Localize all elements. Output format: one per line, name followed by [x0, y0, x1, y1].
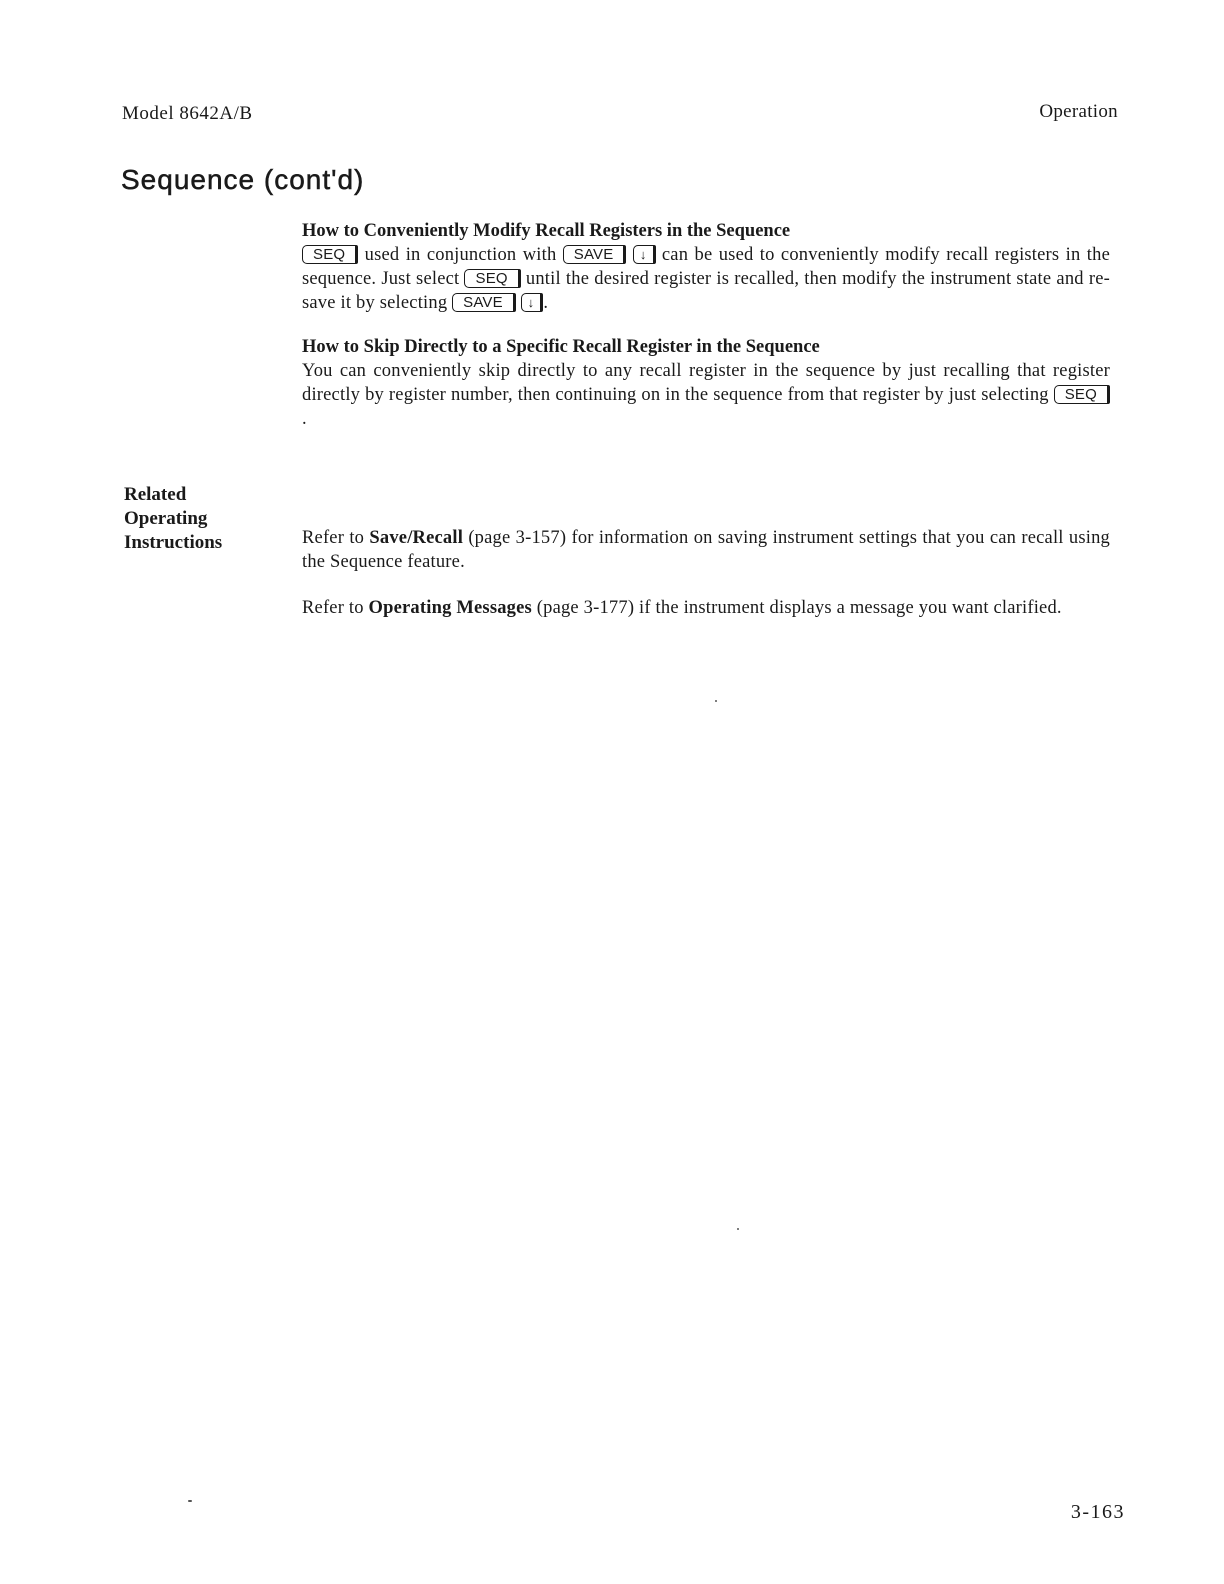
related-paragraph-operating-messages: Refer to Operating Messages (page 3-177) if the instrument displays a message you want clarified. [302, 598, 1062, 618]
modify-heading: How to Conveniently Modify Recall Registers in the Sequence [302, 221, 791, 241]
section-modify-registers [302, 219, 1110, 315]
scan-speck [737, 1228, 739, 1230]
section-skip-register [302, 335, 1110, 431]
save-key: SAVE [563, 245, 627, 264]
scan-speck [715, 700, 717, 702]
seq-key: SEQ [464, 269, 520, 288]
modify-paragraph: SEQ used in conjunction with SAVE ↓ can be used to conveniently modify recall registers in the sequence. Just select SEQ until the desired register is recalled, then modify the instrument state and re-save it by selecting SAVE ↓ . [302, 245, 1111, 313]
down-arrow-key: ↓ [521, 293, 544, 312]
seq-key: SEQ [302, 245, 358, 264]
page-title: Sequence (cont'd) [121, 164, 365, 195]
operating-messages-reference: Operating Messages [368, 598, 532, 618]
seq-key: SEQ [1054, 385, 1110, 404]
header-model: Model 8642A/B [122, 103, 253, 124]
save-key: SAVE [452, 293, 516, 312]
scan-speck [188, 1500, 192, 1502]
header-section: Operation [1039, 101, 1118, 122]
save-recall-reference: Save/Recall [369, 528, 464, 548]
down-arrow-key: ↓ [633, 245, 656, 264]
related-instructions-label: Related Operating Instructions [124, 484, 223, 553]
page-number: 3-163 [1070, 1501, 1125, 1523]
skip-heading: How to Skip Directly to a Specific Recall Register in the Sequence [302, 337, 820, 357]
skip-paragraph: You can conveniently skip directly to any recall register in the sequence by just recalling that register directly by register number, then continuing on in the sequence from that register by just selecting SEQ. [302, 361, 1110, 429]
related-paragraph-save-recall: Refer to Save/Recall (page 3-157) for information on saving instrument settings that you can recall using the Sequence feature. [302, 528, 1110, 572]
